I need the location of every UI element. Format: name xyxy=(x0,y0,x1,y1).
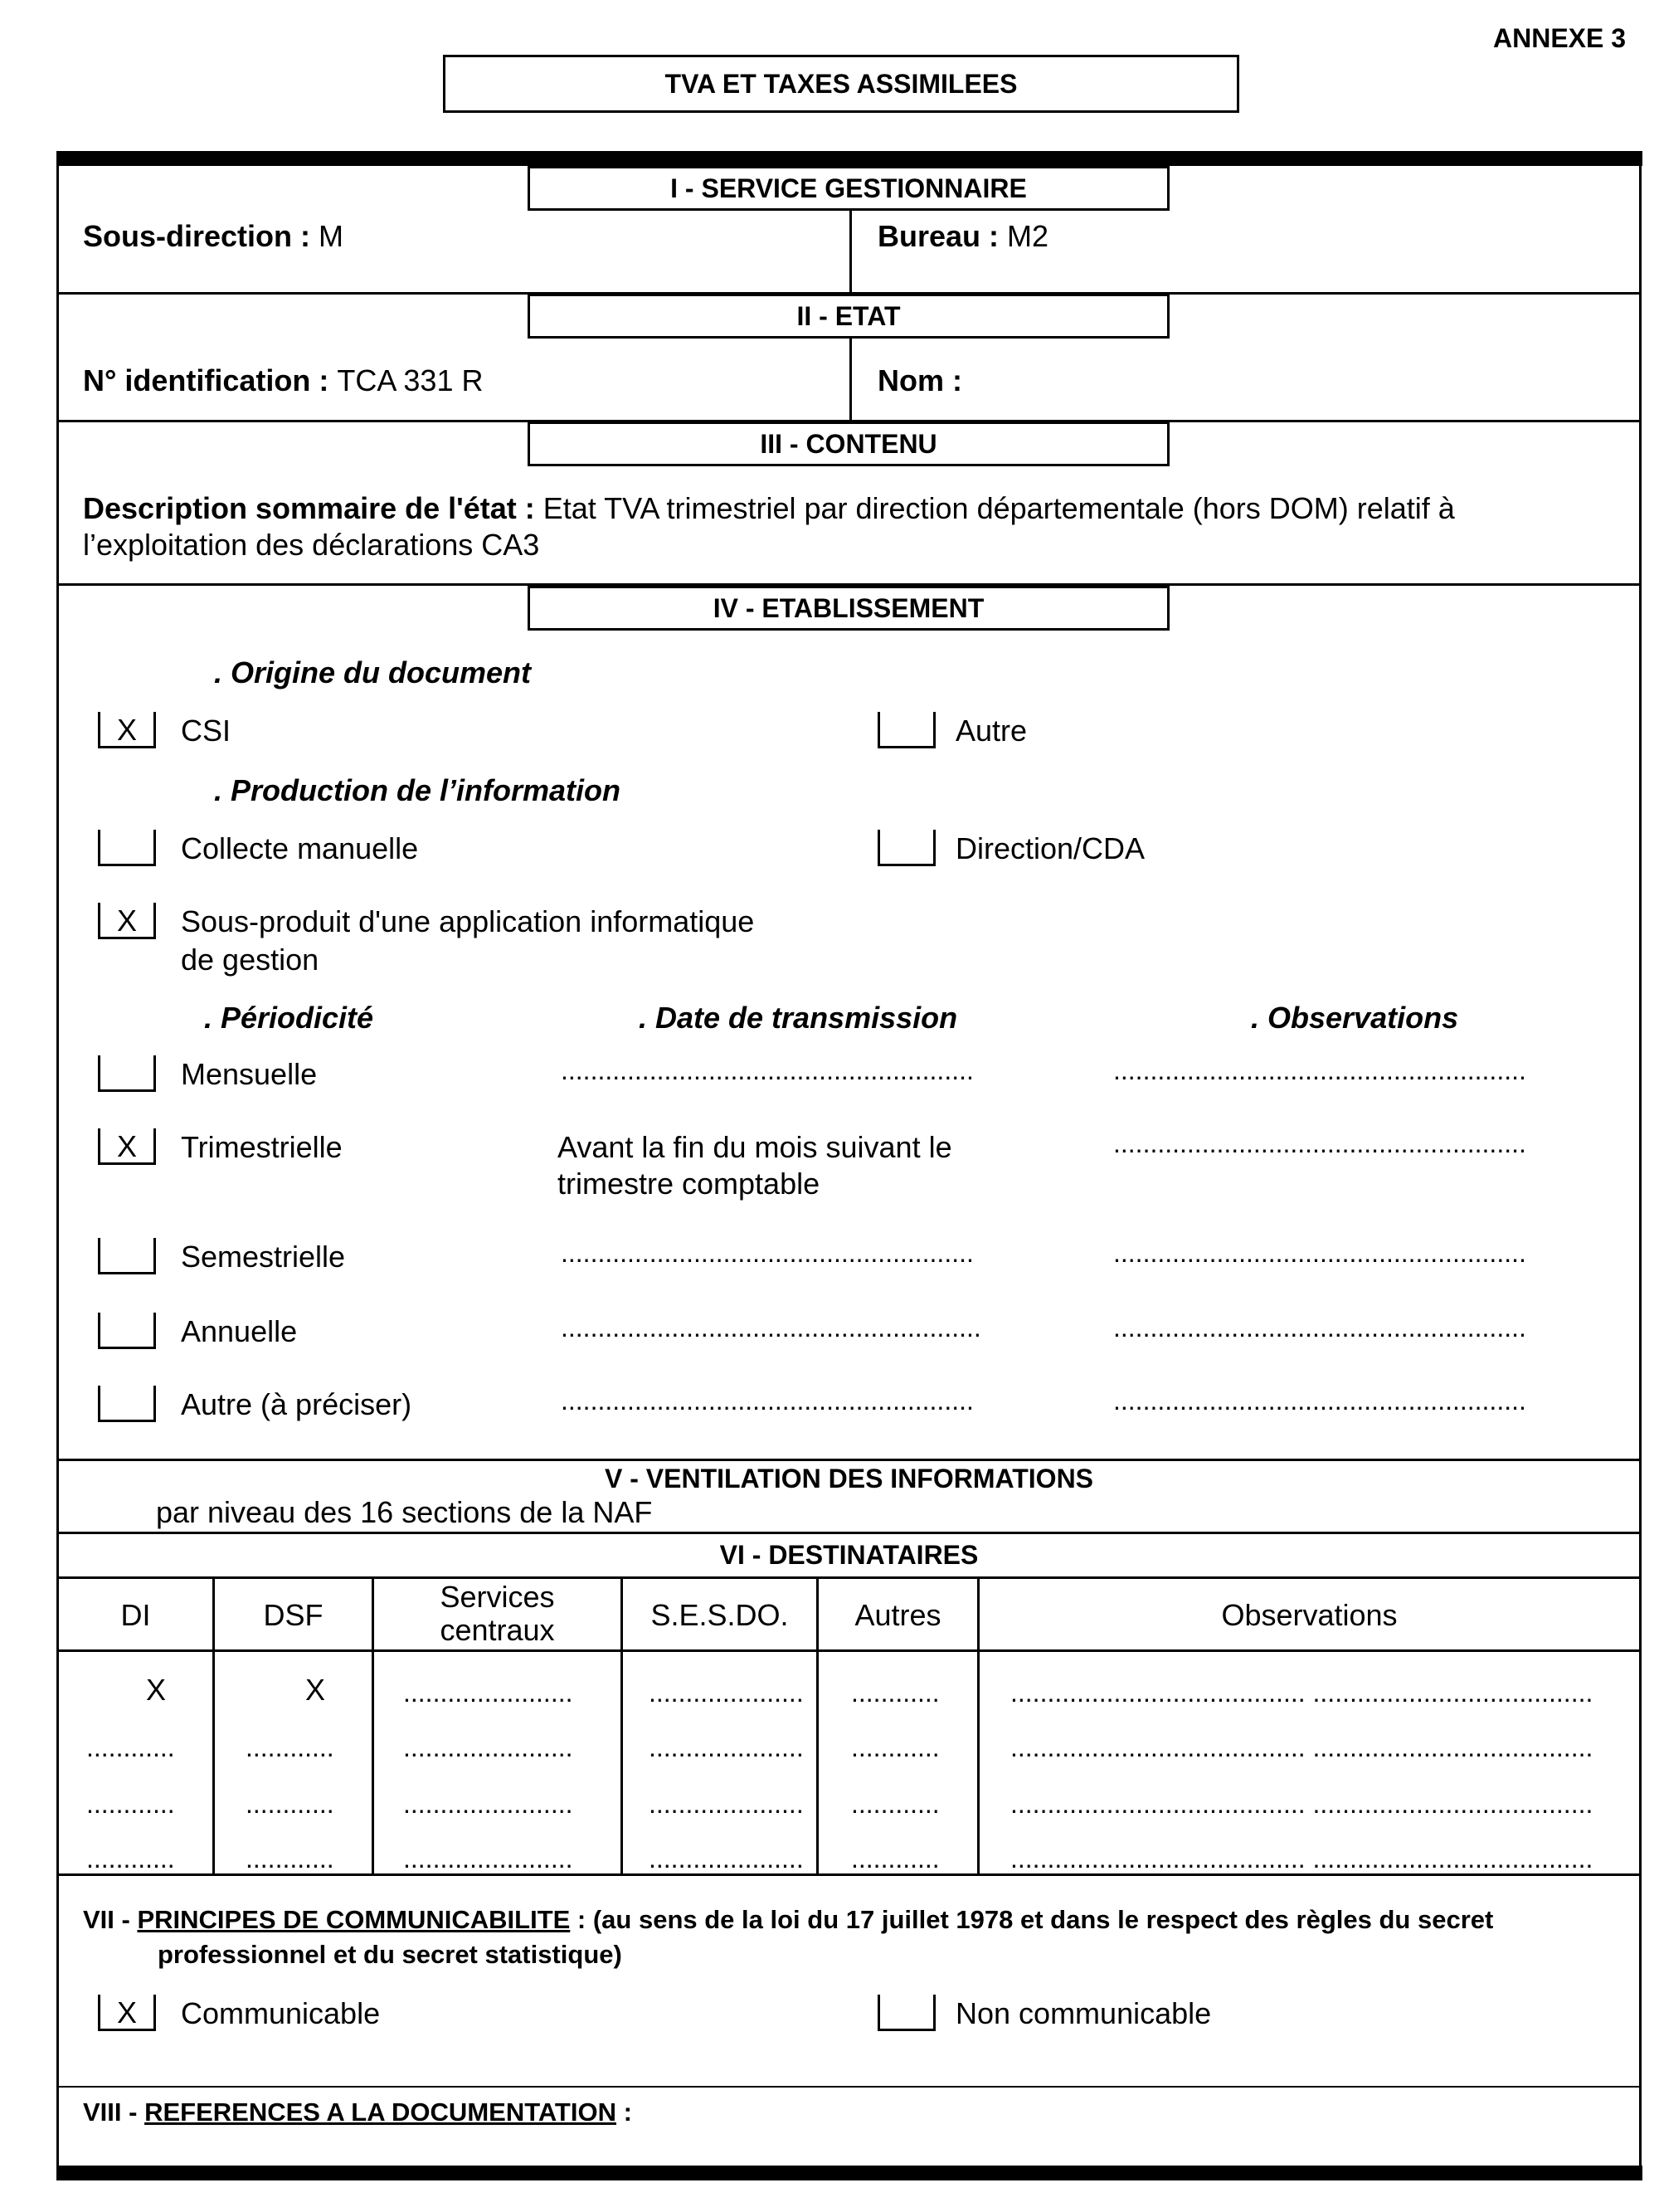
checkbox-collecte-manuelle[interactable] xyxy=(98,830,156,866)
document-title: TVA ET TAXES ASSIMILEES xyxy=(443,55,1239,113)
origine-heading: . Origine du document xyxy=(214,655,532,689)
header-services-centraux-line1: Services xyxy=(440,1580,555,1614)
bureau-label: Bureau : xyxy=(878,219,1008,253)
cell-observations-dots: ........................................ ...................................... xyxy=(1010,1732,1593,1762)
cell-services-dots: ....................... xyxy=(403,1844,573,1873)
cell-di-dots: ............ xyxy=(86,1844,175,1873)
trimestrielle-date-line1: Avant la fin du mois suivant le xyxy=(557,1130,952,1164)
annex-label: ANNEXE 3 xyxy=(1493,23,1627,53)
cell-observations-dots: ........................................ ...................................... xyxy=(1010,1789,1593,1819)
communicabilite-rest: : (au sens de la loi du 17 juillet 1978 et dans le respect des règles du secret xyxy=(570,1905,1494,1934)
description-line2: l’exploitation des déclarations CA3 xyxy=(83,528,540,562)
references-title: REFERENCES A LA DOCUMENTATION xyxy=(144,2098,616,2127)
sous-direction-value: M xyxy=(319,219,344,253)
section-etablissement: IV - ETABLISSEMENT xyxy=(528,586,1170,631)
cell-di-dots: ............ xyxy=(86,1732,175,1762)
periodicite-heading: . Périodicité xyxy=(204,1001,374,1035)
checkbox-csi[interactable]: X xyxy=(98,712,156,748)
production-heading: . Production de l’information xyxy=(214,773,620,807)
annuelle-date-field: ......................................................... xyxy=(561,1313,981,1342)
semestrielle-date-field: ........................................................ xyxy=(561,1238,974,1268)
description-label: Description sommaire de l'état : xyxy=(83,491,543,525)
cell-autres-dots: ............ xyxy=(851,1732,940,1762)
communicabilite-line2: professionnel et du secret statistique) xyxy=(158,1940,622,1969)
mensuelle-observations-field: ........................................................ xyxy=(1113,1055,1526,1085)
cell-observations-dots: ........................................ ...................................... xyxy=(1010,1678,1593,1708)
bottom-thick-border xyxy=(56,2166,1642,2180)
option-origine-autre-label: Autre xyxy=(956,714,1028,748)
cell-autres-dots: ............ xyxy=(851,1844,940,1873)
header-observations: Observations xyxy=(1221,1598,1398,1632)
date-transmission-heading: . Date de transmission xyxy=(639,1001,958,1035)
section-etat: II - ETAT xyxy=(528,294,1170,339)
observations-heading: . Observations xyxy=(1251,1001,1459,1035)
divider xyxy=(849,211,852,294)
nom-label: Nom : xyxy=(878,363,962,397)
header-di: DI xyxy=(120,1598,151,1632)
sous-direction-label: Sous-direction : xyxy=(83,219,319,253)
bureau-field xyxy=(878,219,1048,254)
description-line1 xyxy=(83,491,1455,526)
cell-dsf-dots: ............ xyxy=(246,1844,334,1873)
references-suffix: : xyxy=(615,2098,632,2127)
cell-services-dots: ....................... xyxy=(403,1789,573,1819)
divider xyxy=(849,339,852,421)
table-header-divider xyxy=(56,1649,1642,1652)
cell-services-dots: ....................... xyxy=(403,1678,573,1708)
references-prefix: VIII - xyxy=(83,2098,145,2127)
section-destinataires: VI - DESTINATAIRES xyxy=(719,1540,979,1570)
ventilation-text: par niveau des 16 sections de la NAF xyxy=(156,1495,653,1529)
checkbox-sous-produit[interactable]: X xyxy=(98,903,156,939)
identification-value: TCA 331 R xyxy=(337,363,484,397)
option-periodicite-autre-label: Autre (à préciser) xyxy=(181,1387,412,1421)
annuelle-observations-field: ........................................................ xyxy=(1113,1313,1526,1342)
trimestrielle-observations-field: ........................................................ xyxy=(1113,1128,1526,1158)
checkbox-semestrielle[interactable] xyxy=(98,1238,156,1274)
option-semestrielle-label: Semestrielle xyxy=(181,1240,346,1274)
autre-observations-field: ........................................................ xyxy=(1113,1386,1526,1415)
cell-autres-dots: ............ xyxy=(851,1678,940,1708)
checkbox-direction-cda[interactable] xyxy=(878,830,936,866)
header-dsf: DSF xyxy=(263,1598,324,1632)
identification-label: N° identification : xyxy=(83,363,338,397)
section-contenu: III - CONTENU xyxy=(528,421,1170,466)
checkbox-non-communicable[interactable] xyxy=(878,1995,936,2031)
option-csi-label: CSI xyxy=(181,714,231,748)
option-mensuelle-label: Mensuelle xyxy=(181,1057,318,1091)
right-border xyxy=(1639,151,1642,2180)
cell-di-dots: ............ xyxy=(86,1789,175,1819)
option-communicable-label: Communicable xyxy=(181,1996,381,2030)
header-services-centraux-line2: centraux xyxy=(440,1613,555,1647)
checkbox-communicable[interactable]: X xyxy=(98,1995,156,2031)
option-collecte-manuelle-label: Collecte manuelle xyxy=(181,831,419,865)
checkbox-origine-autre[interactable] xyxy=(878,712,936,748)
option-annuelle-label: Annuelle xyxy=(181,1314,298,1348)
option-sous-produit-line2: de gestion xyxy=(181,943,319,977)
references-line xyxy=(83,2098,632,2127)
bureau-value: M2 xyxy=(1007,219,1049,253)
cell-di-mark: X xyxy=(146,1673,167,1707)
cell-dsf-dots: ............ xyxy=(246,1789,334,1819)
header-sesdo: S.E.S.DO. xyxy=(650,1598,789,1632)
option-sous-produit-line1: Sous-produit d'une application informatique xyxy=(181,904,755,938)
divider xyxy=(56,1576,1642,1579)
cell-autres-dots: ............ xyxy=(851,1789,940,1819)
checkbox-periodicite-autre[interactable] xyxy=(98,1386,156,1422)
identification-field xyxy=(83,363,483,398)
divider xyxy=(56,1532,1642,1534)
left-border xyxy=(56,151,59,2180)
checkbox-trimestrielle[interactable]: X xyxy=(98,1128,156,1165)
description-text: Etat TVA trimestriel par direction départementale (hors DOM) relatif à xyxy=(542,491,1455,525)
divider xyxy=(56,1459,1642,1461)
divider xyxy=(56,2086,1642,2088)
checkbox-annuelle[interactable] xyxy=(98,1313,156,1349)
autre-date-field: ........................................................ xyxy=(561,1386,974,1415)
section-service-gestionnaire: I - SERVICE GESTIONNAIRE xyxy=(528,166,1170,211)
cell-observations-dots: ........................................ ...................................... xyxy=(1010,1844,1593,1873)
communicabilite-title: PRINCIPES DE COMMUNICABILITE xyxy=(137,1905,571,1934)
sous-direction-field xyxy=(83,219,343,254)
option-trimestrielle-label: Trimestrielle xyxy=(181,1130,343,1164)
trimestrielle-date-line2: trimestre comptable xyxy=(557,1167,820,1201)
cell-dsf-mark: X xyxy=(305,1673,326,1707)
cell-sesdo-dots: ..................... xyxy=(649,1732,804,1762)
cell-sesdo-dots: ..................... xyxy=(649,1789,804,1819)
checkbox-mensuelle[interactable] xyxy=(98,1055,156,1092)
top-thick-border xyxy=(56,151,1642,166)
option-non-communicable-label: Non communicable xyxy=(956,1996,1212,2030)
cell-services-dots: ....................... xyxy=(403,1732,573,1762)
cell-sesdo-dots: ..................... xyxy=(649,1844,804,1873)
mensuelle-date-field: ........................................................ xyxy=(561,1055,974,1085)
communicabilite-prefix: VII - xyxy=(83,1905,138,1934)
cell-dsf-dots: ............ xyxy=(246,1732,334,1762)
cell-sesdo-dots: ..................... xyxy=(649,1678,804,1708)
semestrielle-observations-field: ........................................................ xyxy=(1113,1238,1526,1268)
option-direction-cda-label: Direction/CDA xyxy=(956,831,1146,865)
header-autres: Autres xyxy=(854,1598,941,1632)
communicabilite-line1 xyxy=(83,1905,1493,1935)
section-ventilation: V - VENTILATION DES INFORMATIONS xyxy=(604,1464,1094,1493)
